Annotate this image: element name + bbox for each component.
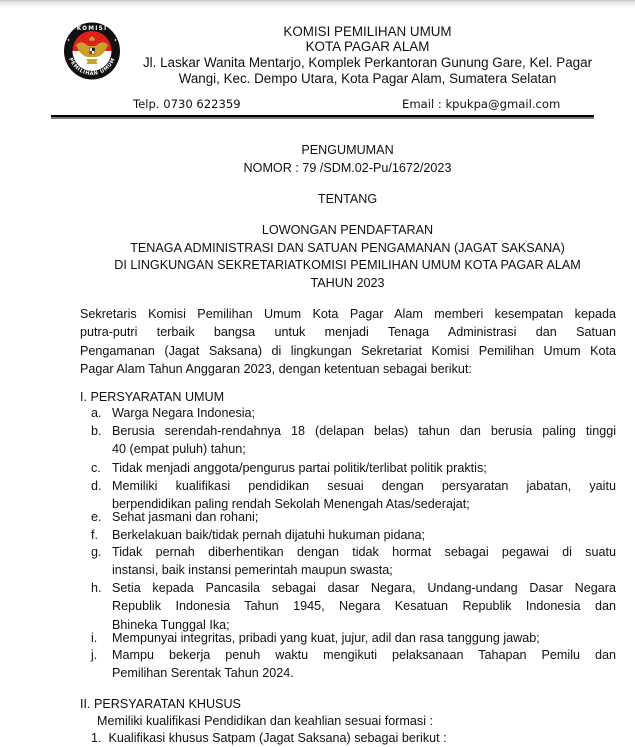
letterhead-email: Email : kpukpa@gmail.com <box>402 97 561 111</box>
intro-line: Pengamanan (Jagat Saksana) di lingkungan Sekretariat Komisi Pemilihan Umum Kota <box>80 343 616 358</box>
requirement-text: Republik Indonesia Tahun 1945, Negara Kesatuan Republik Indonesia dan <box>112 599 616 614</box>
letterhead-phone: Telp. 0730 622359 <box>133 97 241 111</box>
requirement-text: Mempunyai integritas, pribadi yang kuat, jujur, adil dan rasa tanggung jawab; <box>112 631 540 645</box>
requirement-text: Berusia serendah-rendahnya 18 (delapan belas) tahun dan berusia paling tinggi <box>112 424 616 438</box>
logo-text-pemilihan-umum: PEMILIHAN UMUM <box>67 56 117 78</box>
letterhead-address-line1: Jl. Laskar Wanita Mentarjo, Komplek Perkantoran Gunung Gare, Kel. Pagar <box>142 55 593 70</box>
requirement-text: Setia kepada Pancasila sebagai dasar Negara, Undang-undang Dasar Negara <box>112 581 616 595</box>
list-marker: b. <box>91 424 102 438</box>
letterhead-subtitle: KOTA PAGAR ALAM <box>305 39 430 54</box>
announcement-subject-line: TAHUN 2023 <box>310 276 385 290</box>
announcement-type: PENGUMUMAN <box>301 143 394 157</box>
list-marker: f. <box>91 528 98 542</box>
requirement-text: instansi, baik instansi pemerintah maupun swasta; <box>112 563 393 578</box>
special-requirements-intro: Memiliki kualifikasi Pendidikan dan keahlian sesuai formasi : <box>97 714 433 728</box>
requirement-text: Memiliki kualifikasi pendidikan sesuai dengan persyaratan jabatan, yaitu <box>112 479 616 493</box>
announcement-number: NOMOR : 79 /SDM.02-Pu/1672/2023 <box>243 161 452 175</box>
letterhead-address-line2: Wangi, Kec. Dempo Utara, Kota Pagar Alam, Sumatera Selatan <box>178 71 557 86</box>
letterhead-divider-shadow <box>51 117 594 119</box>
requirement-text: Mampu bekerja penuh waktu mengikuti pelaksanaan Tahapan Pemilu dan <box>112 648 616 662</box>
requirement-text: Tidak menjadi anggota/pengurus partai politik/terlibat politik praktis; <box>112 461 487 475</box>
announcement-subject-line: LOWONGAN PENDAFTARAN <box>261 223 434 237</box>
list-marker: e. <box>91 510 102 524</box>
intro-line: Pagar Alam Tahun Anggaran 2023, dengan ketentuan sebagai berikut: <box>80 361 472 376</box>
special-requirement-item-1 <box>91 731 447 746</box>
intro-line: putra-putri terbaik bangsa untuk menjadi Tenaga Administrasi dan Satuan <box>80 325 616 340</box>
kpu-logo <box>62 21 122 81</box>
letterhead-title: KOMISI PEMILIHAN UMUM <box>283 24 452 39</box>
intro-line: Sekretaris Komisi Pemilihan Umum Kota Pagar Alam memberi kesempatan kepada <box>80 307 616 321</box>
list-marker: 1. <box>91 731 102 745</box>
requirement-text: Berkelakuan baik/tidak pernah dijatuhi hukuman pidana; <box>112 528 425 542</box>
list-marker: h. <box>91 581 102 595</box>
list-marker: d. <box>91 479 102 493</box>
requirement-text: Pemilihan Serentak Tahun 2024. <box>112 666 294 681</box>
announcement-about: TENTANG <box>317 192 378 206</box>
section-title-special-requirements: II. PERSYARATAN KHUSUS <box>80 697 241 711</box>
list-marker: g. <box>91 545 102 559</box>
list-marker: c. <box>91 461 101 475</box>
requirement-text: berpendidikan paling rendah Sekolah Menengah Atas/sederajat; <box>112 497 470 512</box>
announcement-subject-line: DI LINGKUNGAN SEKRETARIATKOMISI PEMILIHAN UMUM KOTA PAGAR ALAM <box>114 258 581 272</box>
requirement-text: Sehat jasmani dan rohani; <box>112 510 259 524</box>
announcement-subject-line: TENAGA ADMINISTRASI DAN SATUAN PENGAMANAN (JAGAT SAKSANA) <box>130 241 565 255</box>
list-marker: j. <box>91 648 98 662</box>
requirement-text: 40 (empat puluh) tahun; <box>112 442 246 457</box>
requirement-text: Bhineka Tunggal Ika; <box>112 617 230 632</box>
requirement-text: Warga Negara Indonesia; <box>112 406 256 420</box>
logo-text-komisi: KOMISI <box>76 25 108 32</box>
intro-paragraph <box>80 305 616 378</box>
special-requirement-text: Kualifikasi khusus Satpam (Jagat Saksana) sebagai berikut : <box>108 731 447 745</box>
list-marker: i. <box>91 631 98 645</box>
section-title-general-requirements: I. PERSYARATAN UMUM <box>80 390 225 404</box>
list-marker: a. <box>91 406 102 420</box>
requirement-text: Tidak pernah diberhentikan dengan tidak hormat sebagai pegawai di suatu <box>112 545 616 559</box>
window-top-shadow <box>0 0 635 8</box>
